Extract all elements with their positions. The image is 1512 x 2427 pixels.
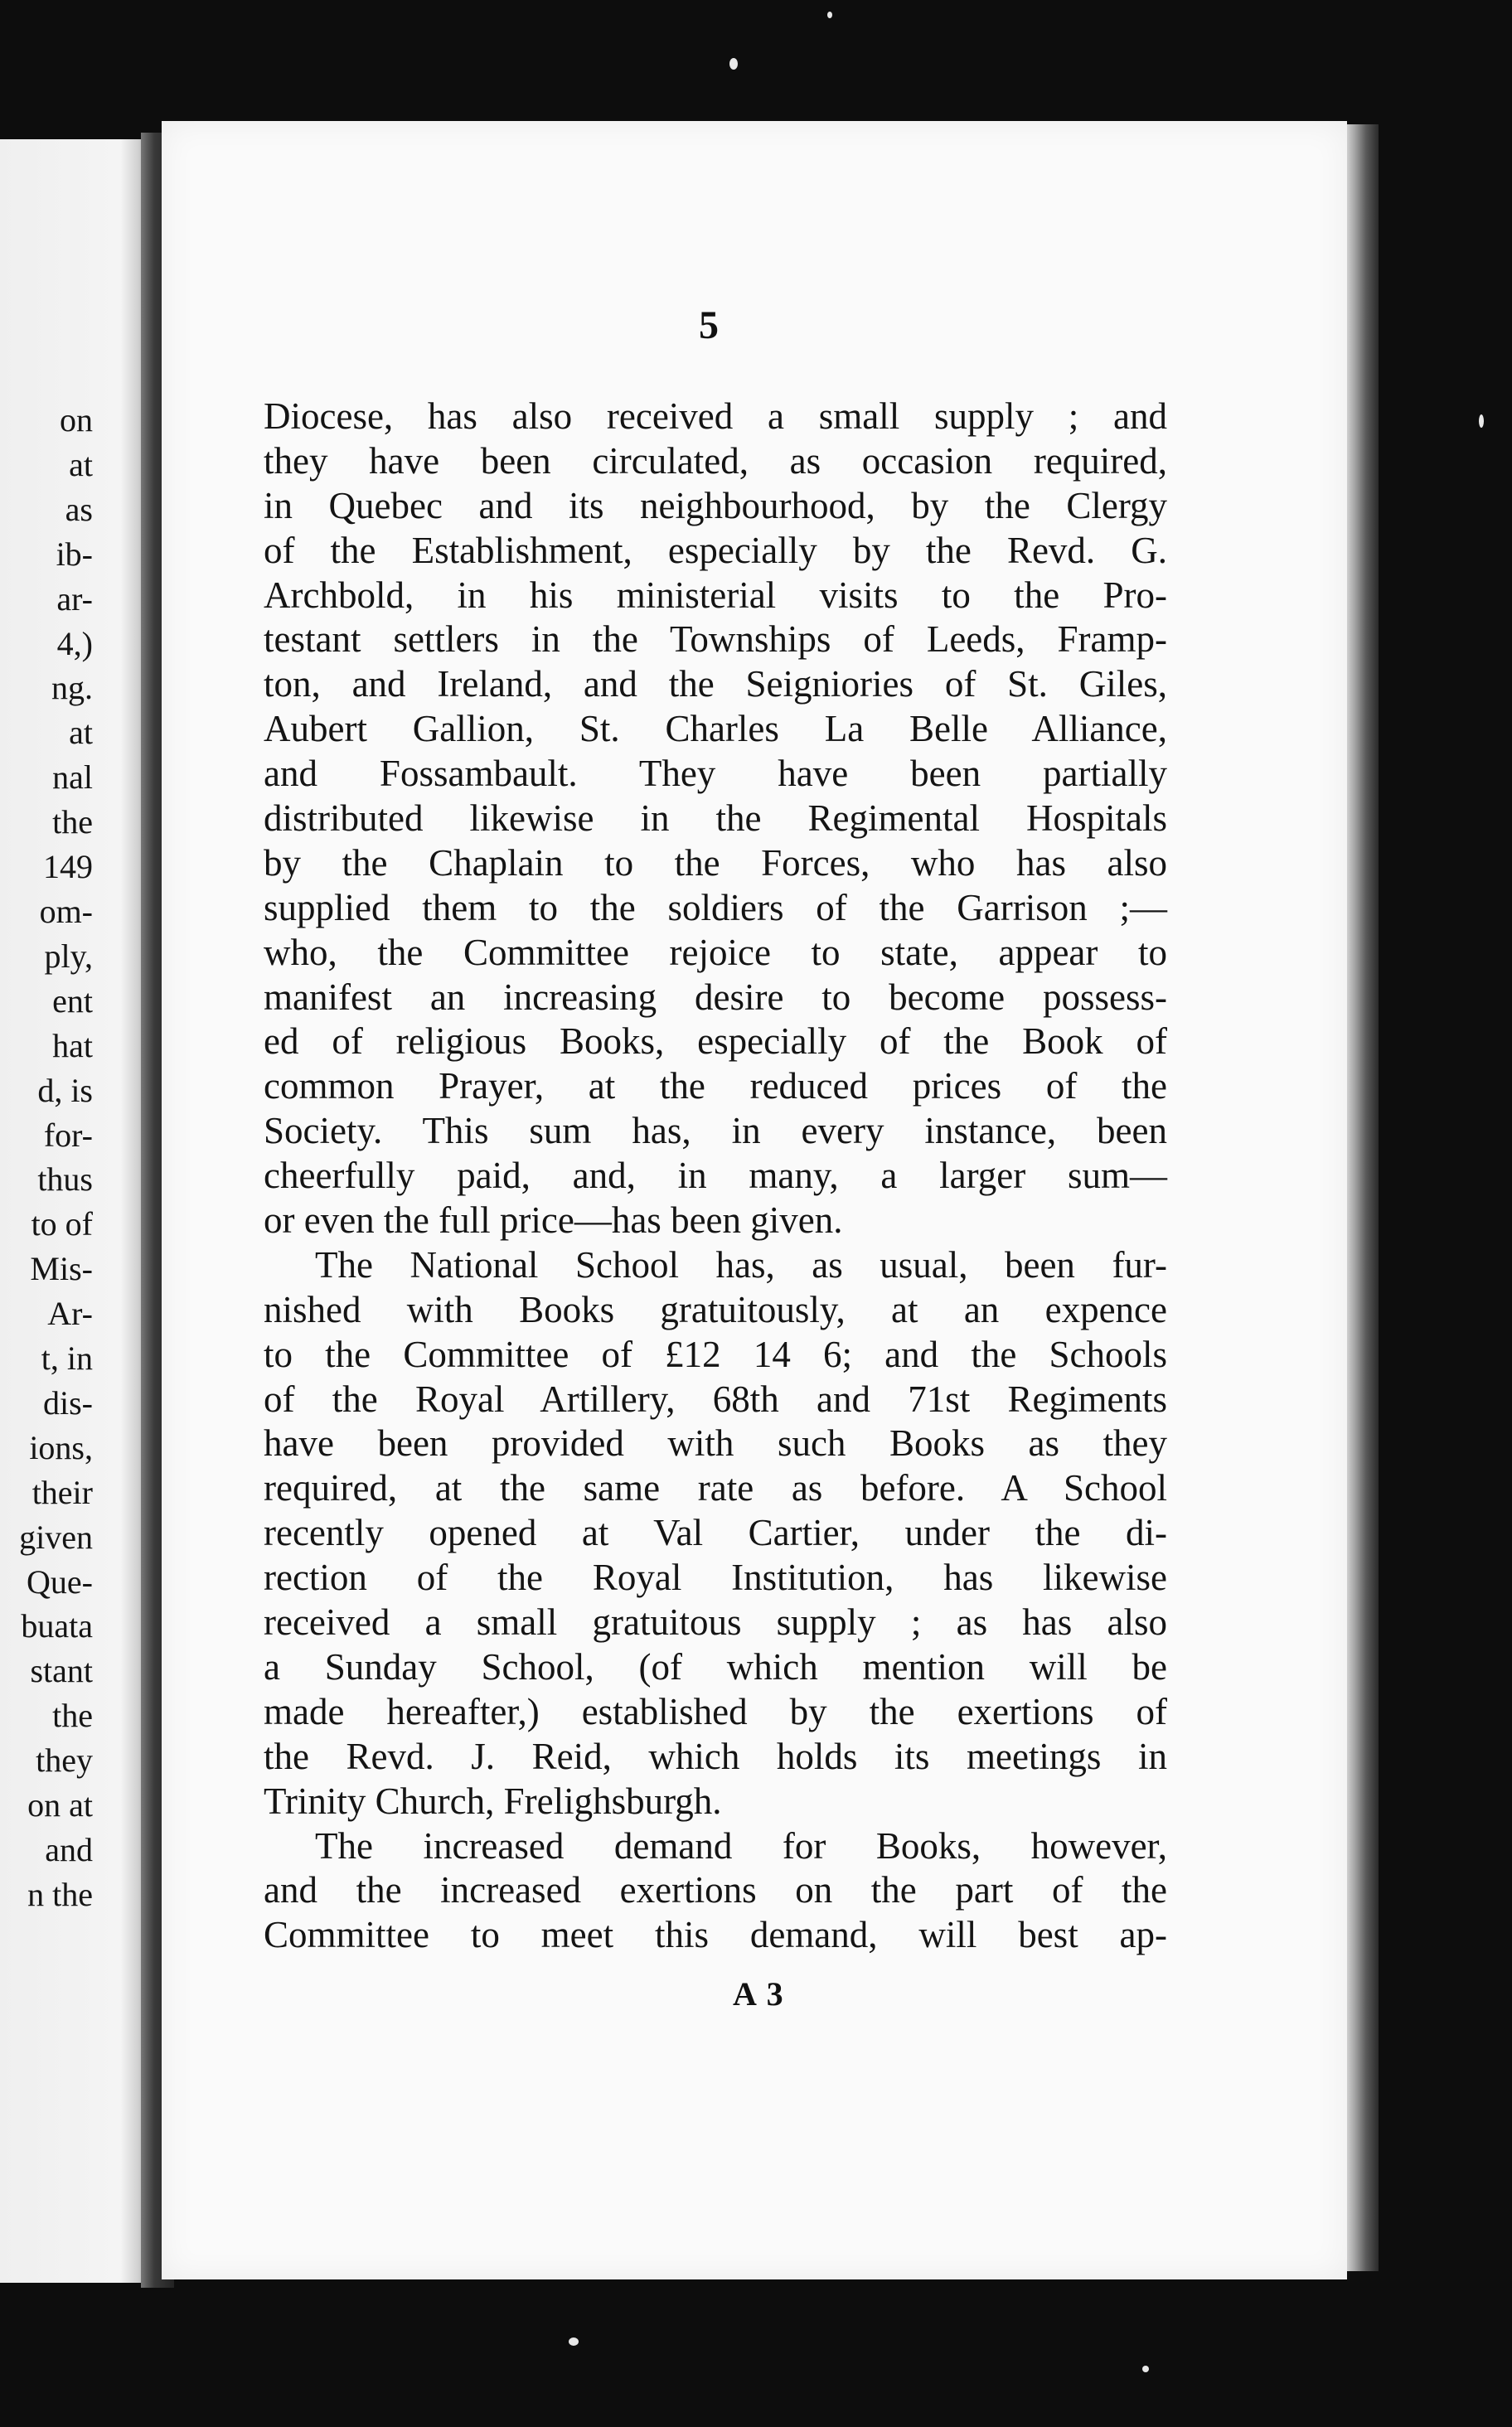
scan-speck: [1142, 2366, 1149, 2372]
text-line: Society. This sum has, in every instance, been: [264, 1110, 1167, 1152]
left-fragment-line: the: [52, 1697, 93, 1735]
text-line: The increased demand for Books, however,: [315, 1824, 1167, 1867]
text-line: made hereafter,) established by the exertions of: [264, 1690, 1167, 1732]
left-fragment-line: Que-: [27, 1562, 93, 1601]
left-fragment-line: ent: [52, 981, 93, 1020]
text-line: Aubert Gallion, St. Charles La Belle Alliance,: [264, 708, 1167, 750]
left-fragment-line: ib-: [56, 535, 93, 573]
left-fragment-line: d, is: [37, 1071, 93, 1109]
left-fragment-line: ply,: [44, 937, 93, 975]
signature-mark: A 3: [733, 1975, 785, 2013]
text-line: Trinity Church, Frelighsburgh.: [264, 1780, 722, 1822]
left-fragment-line: ions,: [29, 1428, 93, 1466]
left-fragment-line: 149: [43, 848, 93, 886]
left-page-text-fragments: [0, 398, 93, 1917]
left-fragment-line: hat: [52, 1026, 93, 1064]
left-fragment-line: at: [69, 714, 93, 752]
text-line: testant settlers in the Townships of Leeds, Framp-: [264, 618, 1167, 661]
left-fragment-line: given: [19, 1518, 93, 1556]
left-fragment-line: their: [32, 1473, 93, 1511]
left-fragment-line: dis-: [43, 1383, 93, 1422]
page-body-text: [264, 395, 1167, 1958]
text-line: or even the full price—has been given.: [264, 1199, 843, 1242]
text-line: common Prayer, at the reduced prices of the: [264, 1065, 1167, 1107]
text-line: of the Royal Artillery, 68th and 71st Regiments: [264, 1378, 1167, 1420]
left-fragment-line: 4,): [56, 624, 93, 662]
left-fragment-line: and: [45, 1831, 93, 1868]
left-fragment-line: ar-: [56, 579, 93, 618]
text-line: recently opened at Val Cartier, under the di-: [264, 1512, 1167, 1554]
text-line: nished with Books gratuitously, at an expence: [264, 1288, 1167, 1330]
left-fragment-line: at: [69, 445, 93, 483]
text-line: received a small gratuitous supply ; as has also: [264, 1601, 1167, 1644]
text-line: Committee to meet this demand, will best ap-: [264, 1914, 1167, 1956]
left-fragment-line: for-: [43, 1116, 93, 1154]
left-fragment-line: to of: [31, 1205, 93, 1243]
text-line: distributed likewise in the Regimental Hospitals: [264, 797, 1167, 840]
page-number: 5: [699, 303, 719, 347]
scan-speck: [1479, 414, 1484, 428]
left-fragment-line: om-: [39, 892, 93, 930]
scan-speck: [569, 2337, 579, 2346]
text-line: they have been circulated, as occasion required,: [264, 439, 1167, 482]
text-line: who, the Committee rejoice to state, appear to: [264, 931, 1167, 973]
left-fragment-line: ng.: [51, 669, 93, 707]
left-fragment-line: on: [60, 401, 93, 438]
left-fragment-line: as: [65, 490, 93, 528]
left-fragment-line: Mis-: [30, 1250, 93, 1288]
text-line: to the Committee of £12 14 6; and the Schools: [264, 1333, 1167, 1375]
left-fragment-line: thus: [37, 1160, 93, 1199]
left-fragment-line: t, in: [41, 1339, 93, 1378]
left-fragment-line: the: [52, 803, 93, 841]
text-line: cheerfully paid, and, in many, a larger sum—: [264, 1155, 1167, 1197]
text-line: ton, and Ireland, and the Seigniories of St. Giles,: [264, 663, 1167, 705]
text-line: a Sunday School, (of which mention will be: [264, 1645, 1167, 1688]
text-line: manifest an increasing desire to become possess-: [264, 976, 1167, 1018]
text-line: have been provided with such Books as they: [264, 1422, 1167, 1465]
text-line: required, at the same rate as before. A School: [264, 1467, 1167, 1509]
text-line: supplied them to the soldiers of the Garrison ;—: [264, 886, 1167, 928]
scan-speck: [729, 58, 738, 70]
page-edge-shadow: [1347, 124, 1379, 2271]
text-line: in Quebec and its neighbourhood, by the Clergy: [264, 484, 1167, 526]
text-line: and the increased exertions on the part of the: [264, 1869, 1167, 1911]
text-line: rection of the Royal Institution, has likewise: [264, 1557, 1167, 1599]
left-fragment-line: stant: [30, 1652, 93, 1690]
text-line: and Fossambault. They have been partially: [264, 753, 1167, 795]
left-fragment-line: on at: [27, 1786, 93, 1824]
text-line: by the Chaplain to the Forces, who has also: [264, 841, 1167, 884]
text-line: The National School has, as usual, been fur-: [315, 1243, 1167, 1286]
left-fragment-line: they: [36, 1742, 93, 1780]
text-line: of the Establishment, especially by the Revd. G.: [264, 529, 1167, 571]
text-line: ed of religious Books, especially of the Book of: [264, 1020, 1167, 1063]
scan-speck: [827, 12, 832, 18]
left-fragment-line: buata: [21, 1607, 93, 1645]
text-line: Diocese, has also received a small supply ; and: [264, 395, 1167, 437]
left-fragment-line: Ar-: [47, 1295, 93, 1333]
text-line: the Revd. J. Reid, which holds its meetings in: [264, 1735, 1167, 1777]
left-fragment-line: n the: [27, 1875, 93, 1913]
left-fragment-line: nal: [52, 758, 93, 797]
text-line: Archbold, in his ministerial visits to the Pro-: [264, 574, 1167, 616]
